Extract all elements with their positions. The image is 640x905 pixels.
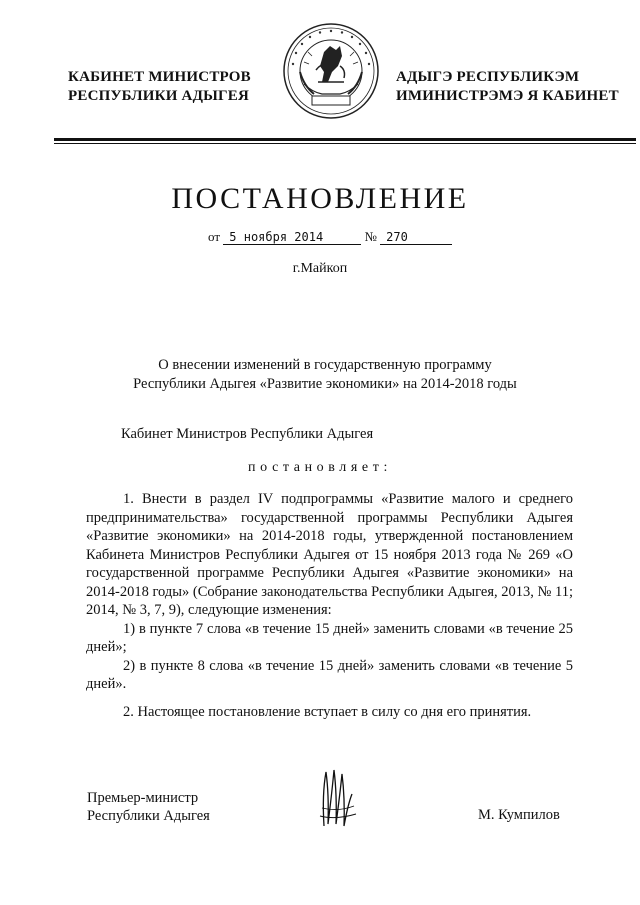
date-number-line — [208, 229, 452, 245]
item-1 — [86, 490, 573, 694]
document-city: г.Майкоп — [292, 261, 348, 276]
header-left-line1: КАБИНЕТ МИНИСТРОВ — [68, 69, 251, 85]
header-left-line2: РЕСПУБЛИКИ АДЫГЕЯ — [68, 88, 250, 104]
item-2 — [86, 703, 573, 722]
signatory-position-line1: Премьер-министр — [87, 790, 199, 806]
header-right-org — [396, 68, 626, 106]
issuing-body: Кабинет Министров Республики Адыгея — [121, 426, 374, 442]
document-title: ПОСТАНОВЛЕНИЕ — [171, 182, 469, 215]
number-prefix: № — [364, 229, 377, 244]
header-right-line2: ИМИНИСТРЭМЭ Я КАБИНЕТ — [396, 88, 619, 104]
subject-line-1: О внесении изменений в государственную программу — [158, 357, 492, 373]
item-2-text: 2. Настоящее постановление вступает в силу со дня его принятия. — [123, 704, 532, 720]
handwritten-signature-icon — [316, 764, 360, 834]
item-1-sub-2: 2) в пункте 8 слова «в течение 15 дней» заменить словами «в течение 5 дней». — [86, 657, 573, 692]
signatory-position — [87, 789, 210, 825]
signatory-position-line2: Республики Адыгея — [87, 808, 210, 824]
document-number: 270 — [380, 230, 452, 245]
subject-line-2: Республики Адыгея «Развитие экономики» на 2014-2018 годы — [133, 376, 517, 392]
header-divider-thin — [54, 143, 636, 144]
header-left-org — [68, 68, 268, 106]
decree-word: постановляет: — [248, 460, 392, 475]
item-1-sub-1: 1) в пункте 7 слова «в течение 15 дней» заменить словами «в течение 25 дней»; — [86, 620, 573, 655]
document-date: 5 ноября 2014 — [223, 230, 361, 245]
coat-of-arms-emblem-icon — [282, 22, 380, 120]
item-1-intro: 1. Внести в раздел IV подпрограммы «Развитие малого и среднего предпринимательства» государственной программы Республики Адыгея «Развитие экономики» на 2014-2018 годы, утвержденной постановлением Кабинета Министров Республики Адыгея от 15 ноября 2013 года № 269 «О государственной программе Республики Адыгея «Развитие экономики» на 2014-2018 годы» (Собрание законодательства Республики Адыгея, 2013, № 11; 2014, № 3, 7, 9), следующие изменения: — [86, 491, 573, 618]
document-subject — [70, 356, 580, 394]
header-divider-thick — [54, 138, 636, 141]
signatory-name: М. Кумпилов — [478, 807, 560, 823]
date-prefix: от — [208, 229, 221, 244]
header-right-line1: АДЫГЭ РЕСПУБЛИКЭМ — [396, 69, 580, 85]
